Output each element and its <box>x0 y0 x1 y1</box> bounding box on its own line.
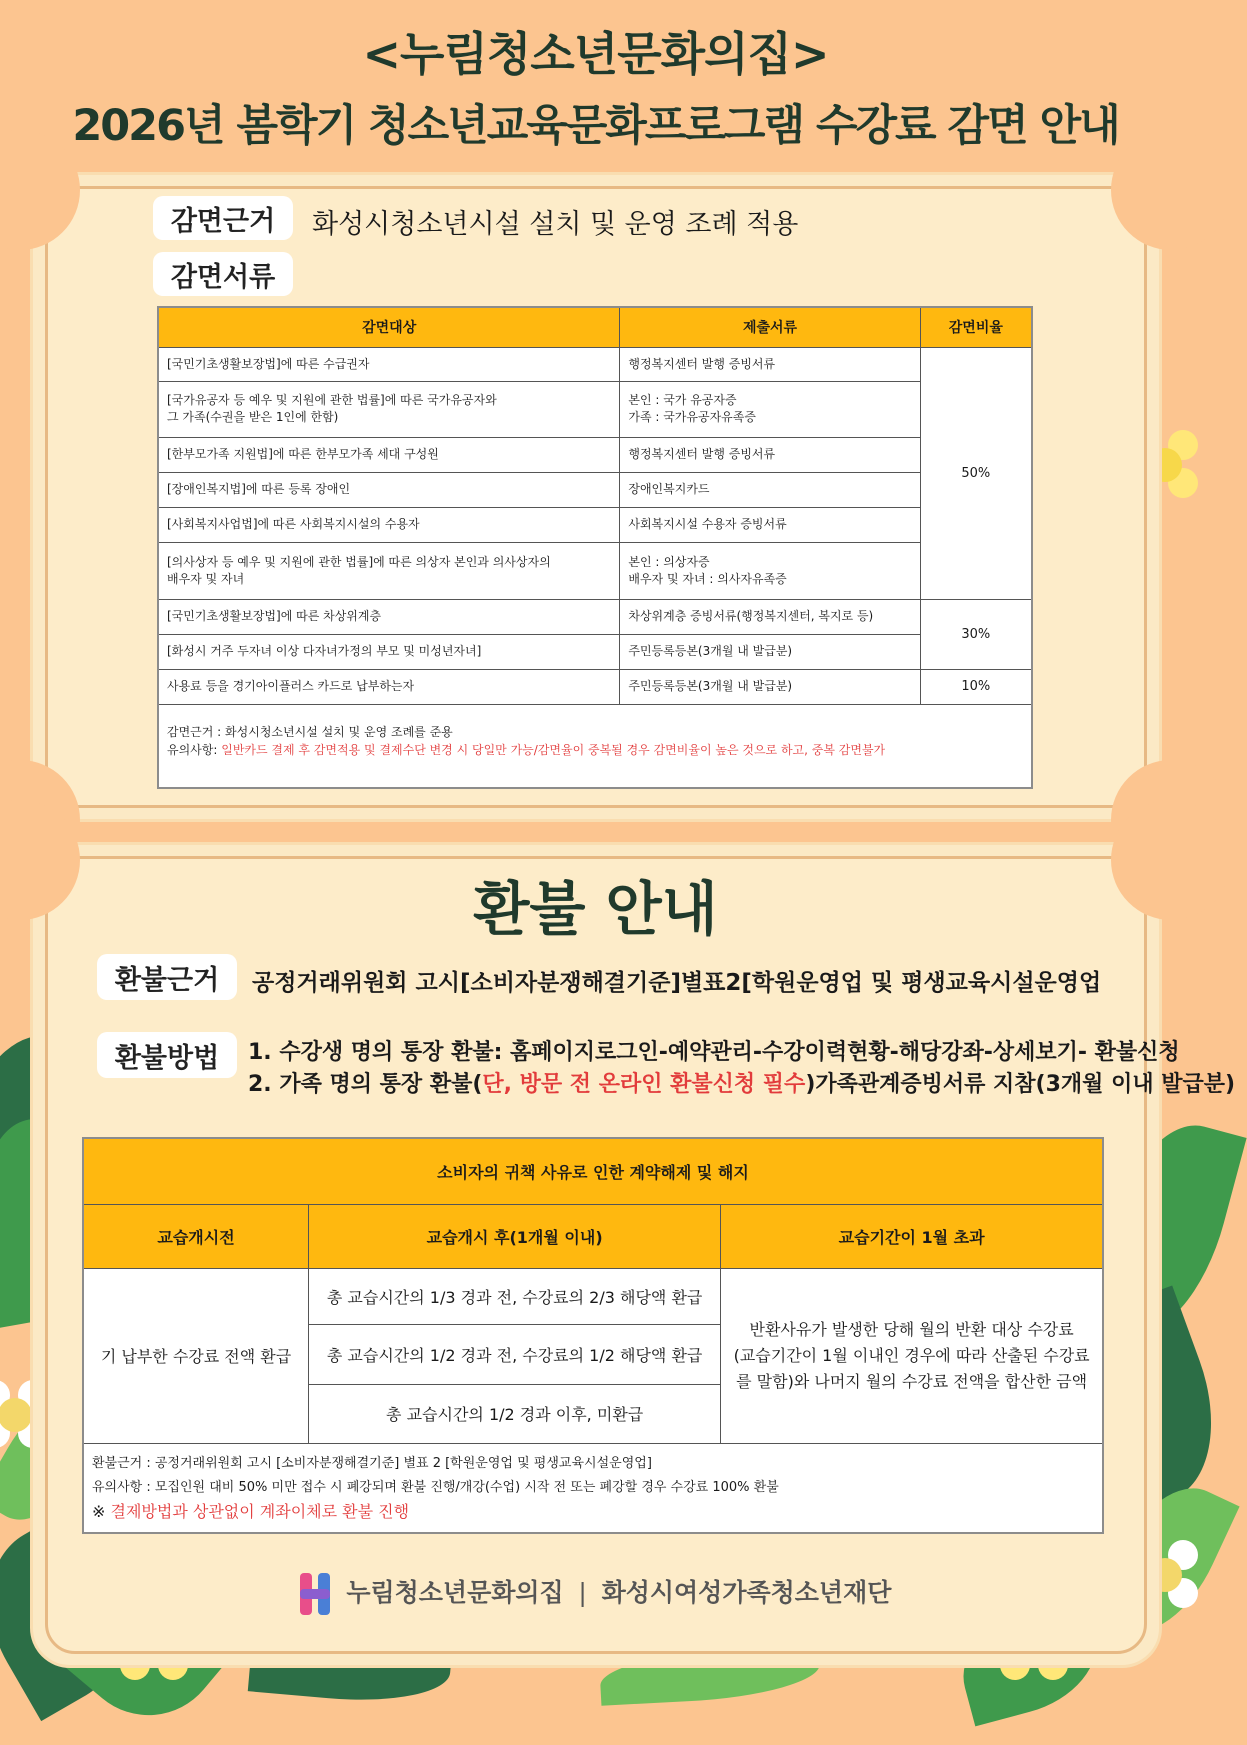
target-cell: [의사상자 등 예우 및 지원에 관한 법률]에 따른 의상자 본인과 의사상자의 배우자 및 자녀 <box>158 542 620 599</box>
logo-icon <box>300 1573 330 1615</box>
column-header: 교습개시전 <box>83 1204 309 1268</box>
refund-over-cell: 반환사유가 발생한 당해 월의 반환 대상 수강료 (교습기간이 1월 이내인 경우에 따라 산출된 수강료 를 말함)와 나머지 월의 수강료 전액을 합산한 금액 <box>721 1268 1103 1443</box>
refund-table-caption: 소비자의 귀책 사유로 인한 계약해제 및 해지 <box>83 1138 1103 1204</box>
method-2-post: )가족관계증빙서류 지참(3개월 이내 발급분) <box>805 1072 1236 1097</box>
target-cell: [국민기초생활보장법]에 따른 수급권자 <box>158 347 620 381</box>
discount-basis-text: 화성시청소년시설 설치 및 운영 조례 적용 <box>312 209 799 240</box>
rate-cell: 30% <box>920 599 1032 669</box>
page-title: 2026년 봄학기 청소년교육문화프로그램 수강료 감면 안내 <box>72 101 1119 151</box>
target-cell: [사회복지사업법]에 따른 사회복지시설의 수용자 <box>158 507 620 542</box>
method-2-red: 단, 방문 전 온라인 환불신청 필수 <box>482 1072 806 1097</box>
docs-cell: 사회복지시설 수용자 증빙서류 <box>620 507 920 542</box>
footer-org2: 화성시여성가족청소년재단 <box>601 1578 892 1607</box>
target-cell: [국가유공자 등 예우 및 지원에 관한 법률]에 따른 국가유공자와 그 가족(수권을 받은 1인에 한함) <box>158 381 620 437</box>
refund-after-cell: 총 교습시간의 1/2 경과 전, 수강료의 1/2 해당액 환급 <box>309 1324 721 1384</box>
note-basis: 감면근거 : 화성시청소년시설 설치 및 운영 조례를 준용 <box>167 724 453 739</box>
docs-cell: 행정복지센터 발행 증빙서류 <box>620 347 920 381</box>
column-header: 제출서류 <box>620 307 920 347</box>
discount-table <box>157 306 1033 789</box>
site-title: <누림청소년문화의집> <box>362 27 829 81</box>
refund-after-cell: 총 교습시간의 1/2 경과 이후, 미환급 <box>309 1384 721 1443</box>
refund-basis-label: 환불근거 <box>97 954 237 1000</box>
footer-org1: 누림청소년문화의집 <box>346 1578 564 1607</box>
column-header: 감면대상 <box>158 307 620 347</box>
docs-cell: 장애인복지카드 <box>620 472 920 507</box>
target-cell: [화성시 거주 두자녀 이상 다자녀가정의 부모 및 미성년자녀] <box>158 634 620 669</box>
refund-after-cell: 총 교습시간의 1/3 경과 전, 수강료의 2/3 해당액 환급 <box>309 1268 721 1324</box>
discount-basis-label: 감면근거 <box>153 196 293 240</box>
note-red: 결제방법과 상관없이 계좌이체로 환불 진행 <box>110 1501 410 1521</box>
docs-cell: 본인 : 국가 유공자증 가족 : 국가유공자유족증 <box>620 381 920 437</box>
docs-cell: 주민등록등본(3개월 내 발급분) <box>620 669 920 704</box>
refund-note-transfer <box>92 1500 1094 1524</box>
footer <box>0 1573 1191 1615</box>
refund-method-label: 환불방법 <box>97 1032 237 1078</box>
method-2-pre: 2. 가족 명의 통장 환불( <box>248 1072 483 1097</box>
refund-basis-text: 공정거래위원회 고시[소비자분쟁해결기준]별표2[학원운영업 및 평생교육시설운영업 <box>252 970 1102 996</box>
column-header: 교습개시 후(1개월 이내) <box>309 1204 721 1268</box>
discount-docs-label: 감면서류 <box>153 252 293 296</box>
docs-cell: 행정복지센터 발행 증빙서류 <box>620 437 920 472</box>
refund-method-2 <box>248 1067 1235 1098</box>
refund-method-1: 1. 수강생 명의 통장 환불: 홈페이지로그인-예약관리-수강이력현황-해당강좌-상세보기- 환불신청 <box>248 1040 1180 1065</box>
column-header: 감면비율 <box>920 307 1032 347</box>
target-cell: [장애인복지법]에 따른 등록 장애인 <box>158 472 620 507</box>
target-cell: [국민기초생활보장법]에 따른 차상위계층 <box>158 599 620 634</box>
column-header: 교습기간이 1월 초과 <box>721 1204 1103 1268</box>
note-caution-text: 일반카드 결제 후 감면적용 및 결제수단 변경 시 당일만 가능/감면율이 중복될 경우 감면비율이 높은 것으로 하고, 중복 감면불가 <box>221 742 886 757</box>
note-caution <box>167 741 1023 759</box>
panel-notch <box>1111 130 1231 250</box>
note-mark: ※ <box>92 1501 111 1521</box>
docs-cell: 차상위계층 증빙서류(행정복지센터, 복지로 등) <box>620 599 920 634</box>
docs-cell: 주민등록등본(3개월 내 발급분) <box>620 634 920 669</box>
refund-note-caution: 유의사항 : 모집인원 대비 50% 미만 접수 시 폐강되며 환불 진행/개강(수업) 시작 전 또는 폐강할 경우 수강료 100% 환불 <box>92 1479 779 1495</box>
rate-cell: 50% <box>920 347 1032 599</box>
target-cell: [한부모가족 지원법]에 따른 한부모가족 세대 구성원 <box>158 437 620 472</box>
target-cell: 사용료 등을 경기아이플러스 카드로 납부하는자 <box>158 669 620 704</box>
note-caution-label: 유의사항: <box>167 742 222 757</box>
refund-before-cell: 기 납부한 수강료 전액 환급 <box>83 1268 309 1443</box>
docs-cell: 본인 : 의상자증 배우자 및 자녀 : 의사자유족증 <box>620 542 920 599</box>
footer-separator: | <box>578 1578 587 1607</box>
discount-note <box>158 704 1032 788</box>
rate-cell: 10% <box>920 669 1032 704</box>
refund-title: 환불 안내 <box>473 875 718 943</box>
refund-note-basis: 환불근거 : 공정거래위원회 고시 [소비자분쟁해결기준] 별표 2 [학원운영업 및 평생교육시설운영업] <box>92 1455 652 1471</box>
refund-table <box>82 1137 1104 1534</box>
refund-note <box>83 1443 1103 1533</box>
